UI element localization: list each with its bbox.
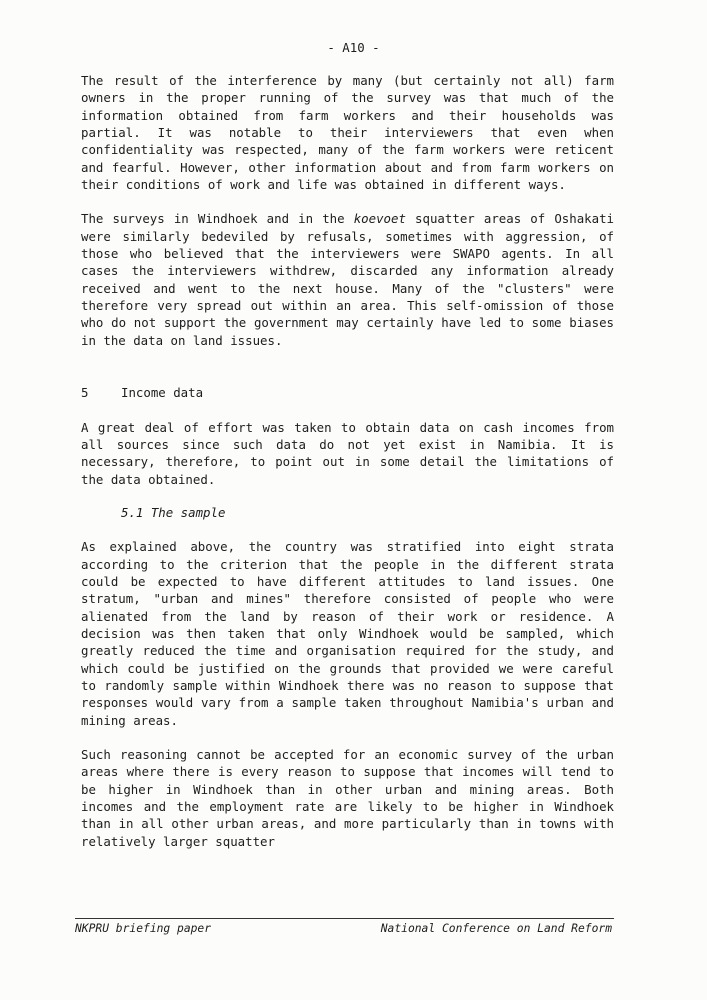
section-heading [81, 384, 614, 401]
footer-left-text: NKPRU briefing paper [75, 922, 212, 935]
paragraph-urban-reasoning: Such reasoning cannot be accepted for an economic survey of the urban areas where there is every reason to suppose that incomes will tend to be higher in Windhoek than in other urban and mining areas. Both incomes and the employment rate are likely to be higher in Windhoek than in all other urban areas, and more particularly than in towns with relatively larger squatter [81, 747, 614, 849]
paragraph-stratification: As explained above, the country was stratified into eight strata according to the criterion that the people in the different strata could be expected to have different attitudes to land issues. One stratum, "urban and mines" therefore consisted of people who were alienated from the land by reason of their work or residence. A decision was then taken that only Windhoek would be sampled, which greatly reduced the time and organisation required for the study, and which could be justified on the grounds that provided we were careful to randomly sample within Windhoek there was no reason to suppose that responses would vary from a sample taken throughout Namibia's urban and mining areas. [81, 539, 614, 728]
paragraph-income-effort: A great deal of effort was taken to obtain data on cash incomes from all sources since such data do not yet exist in Namibia. It is necessary, therefore, to point out in some detail the limitations of the data obtained. [81, 419, 614, 487]
document-body [81, 72, 614, 850]
page-number: - A10 - [327, 40, 380, 55]
section-number: 5 [81, 385, 89, 401]
footer-right-text: National Conference on Land Reform [380, 922, 612, 935]
subsection-heading: 5.1 The sample [121, 504, 226, 520]
koevoet-term: koevoet [353, 211, 406, 227]
paragraph-farm-interference: The result of the interference by many (but certainly not all) farm owners in the proper running of the survey was that much of the information obtained from farm workers and their households was partial. It was notable to their interviewers that even when confidentiality was respected, many of the farm workers were reticent and fearful. However, other information about and from farm workers on their conditions of work and life was obtained in different ways. [81, 73, 614, 193]
paragraph-windhoek-surveys [81, 210, 614, 349]
paragraph-windhoek-surveys-rest: squatter areas of Oshakati were similarly bedeviled by refusals, sometimes with aggression, of those who believed that the interviewers were SWAPO agents. In all cases the interviewers withdrew, discarded any information already received and went to the next house. Many of the "clusters" were therefore very spread out within an area. This self-omission of those who do not support the government may certainly have led to some biases in the data on land issues. [81, 211, 614, 348]
paragraph-windhoek-surveys-start: The surveys in Windhoek and in the [81, 211, 354, 227]
section-title: Income data [121, 385, 204, 401]
footer-divider [75, 918, 614, 919]
